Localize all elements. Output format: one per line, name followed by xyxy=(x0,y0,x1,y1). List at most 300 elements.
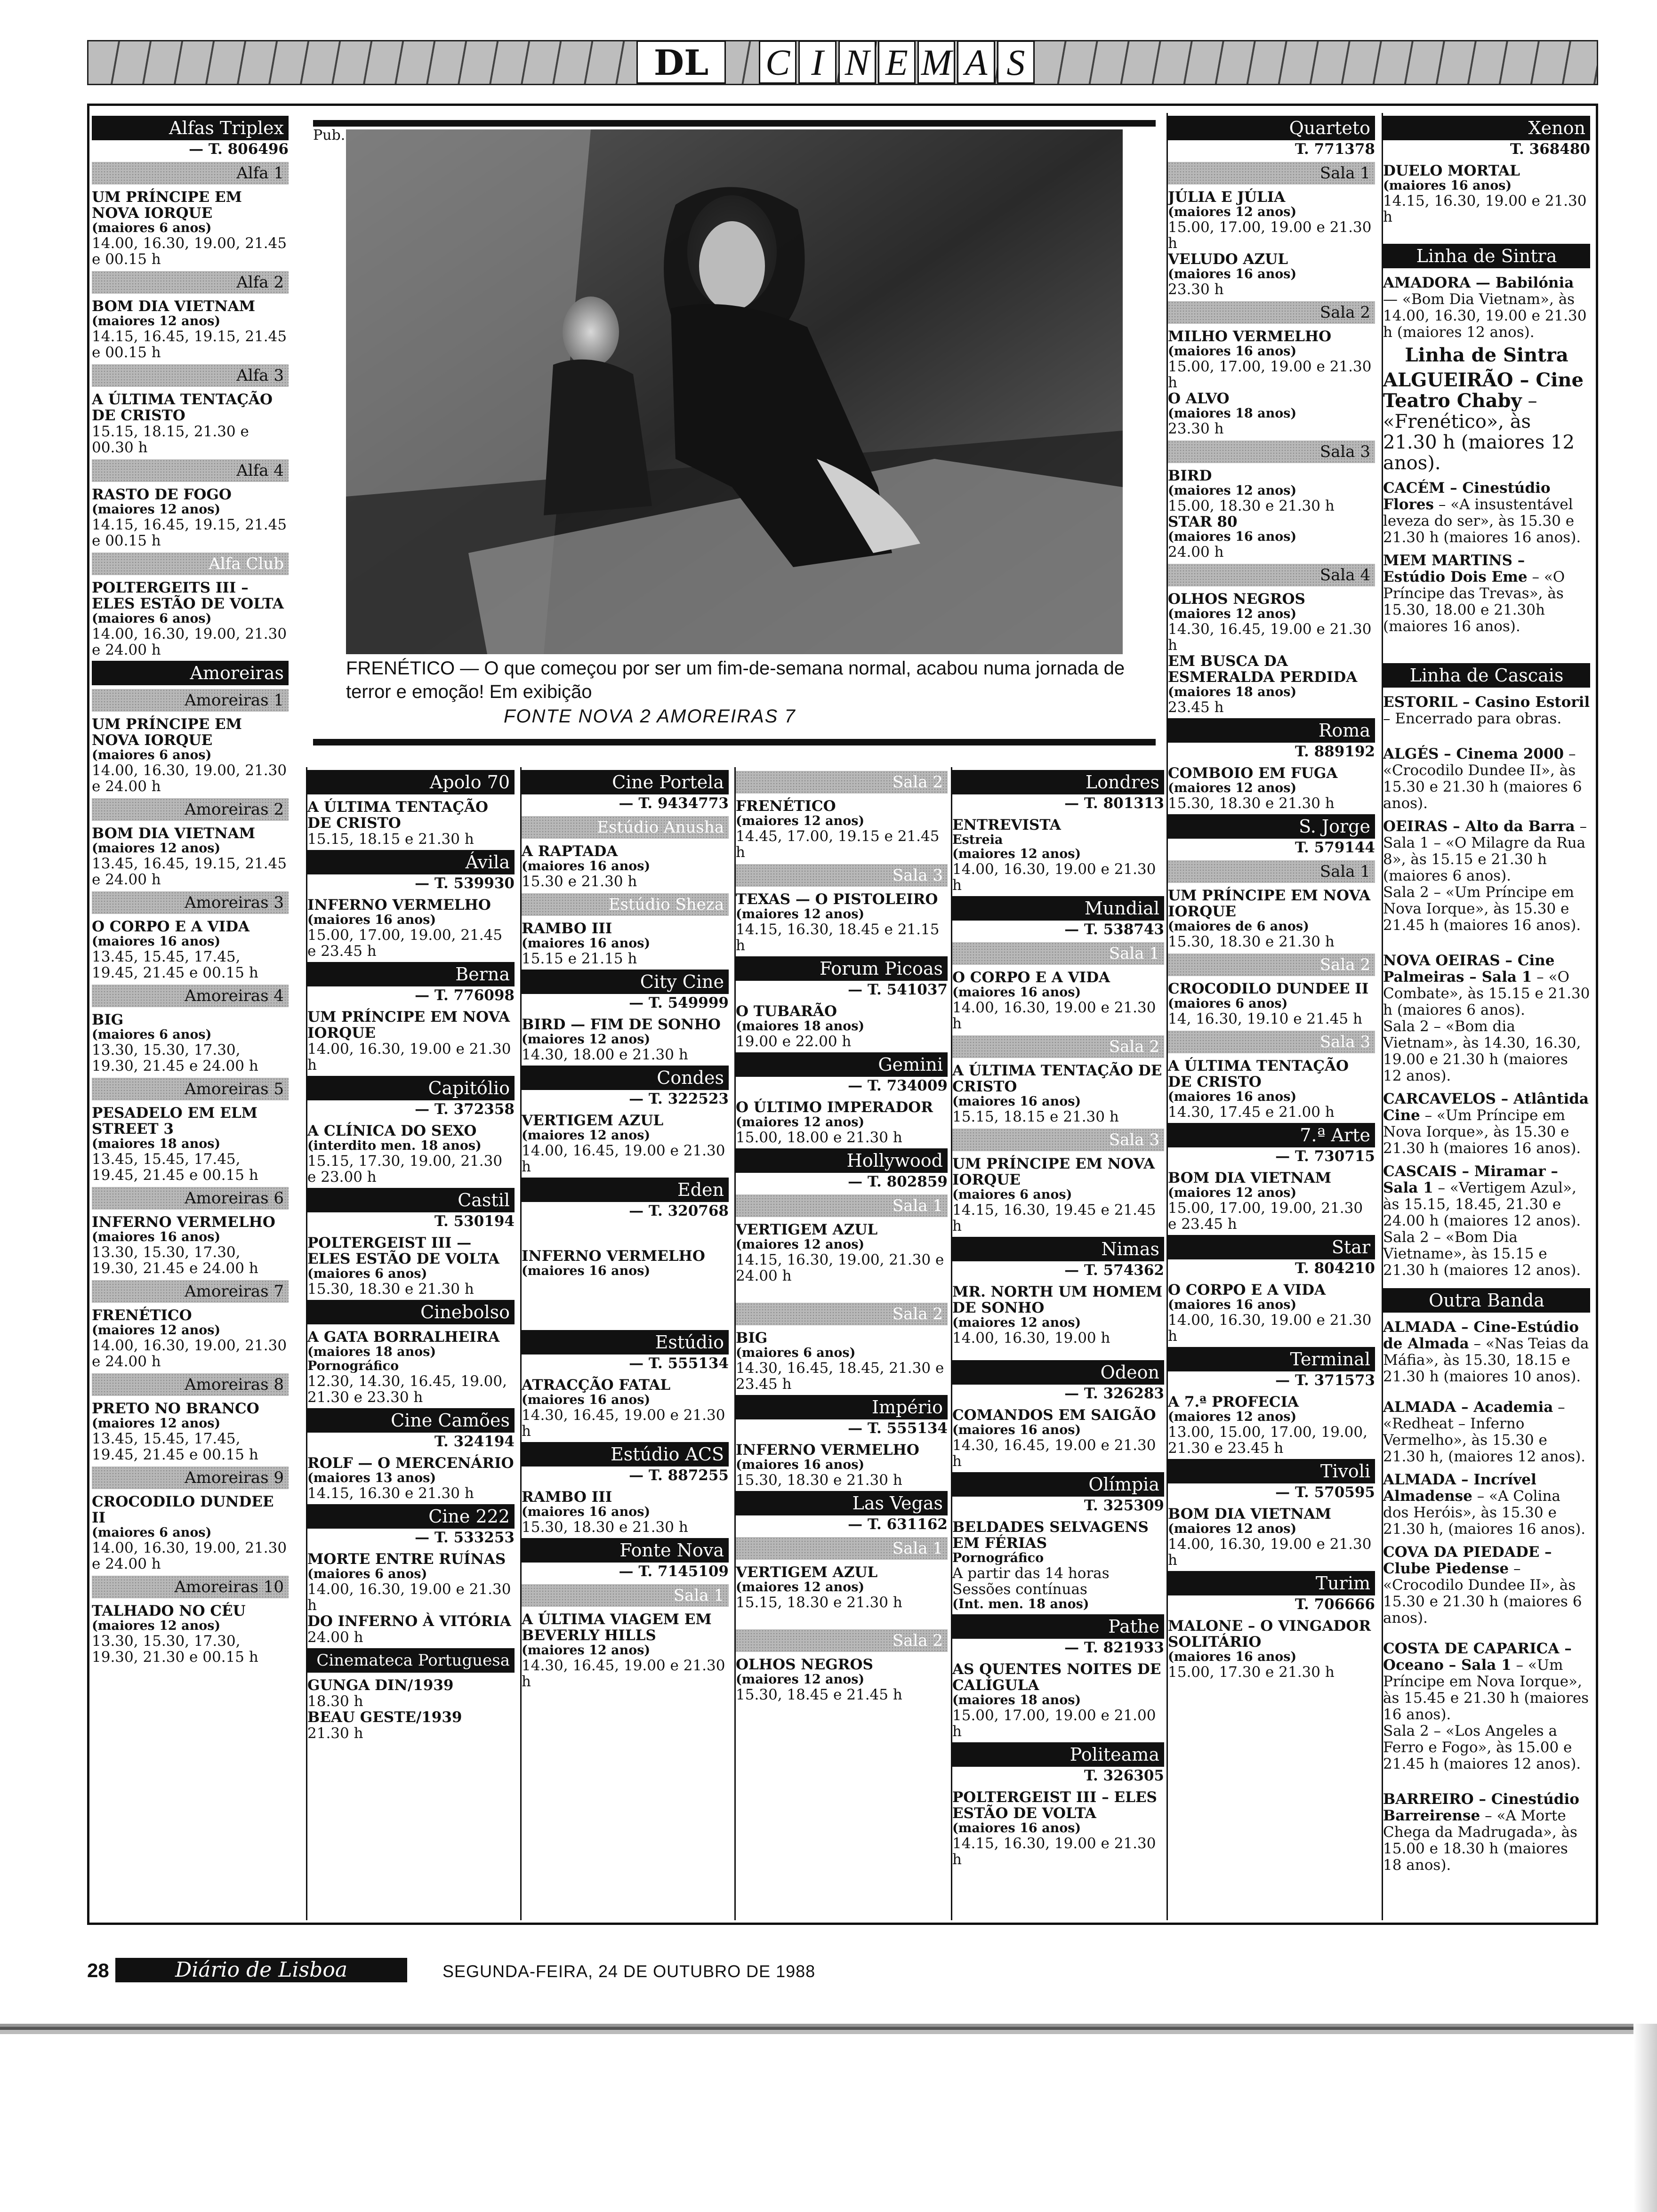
showtimes: 15.15, 18.15 e 21.30 h xyxy=(952,1108,1119,1125)
room-heading: Amoreiras 10 xyxy=(92,1576,289,1598)
film-title: A ÚLTIMA TENTAÇÃO DE CRISTO xyxy=(1168,1058,1349,1090)
regional-listing xyxy=(1383,953,1590,1084)
film-title: BELDADES SELVAGENS EM FÉRIAS xyxy=(952,1519,1149,1552)
phone: — T. 574362 xyxy=(1064,1262,1164,1279)
venue-name: ESTORIL – Casino Estoril xyxy=(1383,694,1590,711)
showtimes: 15.30, 18.30 e 21.30 h xyxy=(1168,933,1335,950)
showtimes: 24.00 h xyxy=(307,1629,363,1646)
age-rating: (maiores 6 anos) xyxy=(1168,996,1288,1011)
showtimes: 15.15, 18.30 e 21.30 h xyxy=(736,1594,902,1611)
film-title: JÚLIA E JÚLIA xyxy=(1168,189,1286,206)
room-heading: Sala 2 xyxy=(736,1303,948,1325)
age-rating: (maiores 12 anos) xyxy=(92,1323,221,1338)
age-rating: (Int. men. 18 anos) xyxy=(952,1597,1089,1611)
cinema-heading: Estúdio xyxy=(522,1330,729,1354)
section-letter: C xyxy=(759,40,796,84)
film-title: BIG xyxy=(92,1011,124,1028)
room-heading: Sala 2 xyxy=(1168,954,1375,976)
age-rating: (maiores 12 anos) xyxy=(92,841,221,856)
region-heading: Linha de Cascais xyxy=(1383,663,1590,688)
showtimes: 14.00, 16.30, 19.00, 21.30 e 24.00 h xyxy=(92,1539,287,1572)
film-title: A ÚLTIMA TENTAÇÃO DE CRISTO xyxy=(307,799,489,832)
age-rating: (maiores 12 anos) xyxy=(1168,483,1297,498)
phone: T. 368480 xyxy=(1510,141,1590,158)
film-title: O CORPO E A VIDA xyxy=(952,969,1110,986)
venue-details: – «Crocodilo Dundee II», às 15.30 e 21.30 h (maiores 6 anos). xyxy=(1383,1560,1582,1627)
showtimes: 14.30, 16.45, 18.45, 21.30 e 23.45 h xyxy=(736,1360,944,1393)
showtimes: 14.00, 16.30, 19.00 e 21.30 h xyxy=(952,999,1156,1032)
regional-listing xyxy=(1383,480,1590,546)
showtimes: 18.30 h xyxy=(307,1693,363,1710)
page-number: 28 xyxy=(87,1959,109,1981)
listing-column-4 xyxy=(734,767,948,1920)
venue-details: Sala 2 – «Los Angeles a Ferro e Fogo», às 15.00 e 21.45 h (maiores 12 anos). xyxy=(1383,1723,1581,1772)
regional-listing xyxy=(1383,694,1590,727)
showtimes: 12.30, 14.30, 16.45, 19.00, 21.30 e 23.30 h xyxy=(307,1373,507,1406)
phone: — T. 7145109 xyxy=(619,1563,729,1580)
film-title: BOM DIA VIETNAM xyxy=(1168,1506,1332,1523)
venue-name: MEM MARTINS – Estúdio Dois Eme xyxy=(1383,552,1528,585)
film-title: A ÚLTIMA TENTAÇÃO DE CRISTO xyxy=(952,1062,1162,1095)
age-rating: (maiores 12 anos) xyxy=(1168,607,1297,621)
age-rating: (maiores 12 anos) xyxy=(952,1315,1081,1330)
room-heading: Sala 1 xyxy=(952,942,1164,965)
phone: T. 325309 xyxy=(1084,1497,1164,1514)
age-rating: (maiores 12 anos) xyxy=(1168,781,1297,795)
cinema-heading: Gemini xyxy=(736,1052,948,1077)
film-title: UM PRÍNCIPE EM NOVA IORQUE xyxy=(92,716,242,749)
film-title: BOM DIA VIETNAM xyxy=(1168,1170,1332,1186)
room-heading: Sala 3 xyxy=(1168,441,1375,463)
section-title xyxy=(758,40,1036,84)
room-heading: Estúdio Sheza xyxy=(522,893,729,916)
age-rating: (maiores 16 anos) xyxy=(1168,344,1297,359)
film-title: O ÚLTIMO IMPERADOR xyxy=(736,1099,933,1116)
film-title: POLTERGEITS III – ELES ESTÃO DE VOLTA xyxy=(92,579,284,612)
film-title: UM PRÍNCIPE EM NOVA IORQUE xyxy=(307,1009,510,1042)
regional-listing xyxy=(1383,275,1590,341)
venue-name: ALGÉS – Cinema 2000 xyxy=(1383,745,1564,762)
showtimes: 14.30, 16.45, 19.00 e 21.30 h xyxy=(522,1407,725,1440)
venue-name: CASCAIS – Miramar – Sala 1 xyxy=(1383,1163,1558,1196)
age-rating: (maiores 12 anos) xyxy=(1168,1522,1297,1536)
showtimes: 14.15, 16.30, 19.00, 21.30 e 24.00 h xyxy=(736,1251,944,1284)
phone: — T. 555134 xyxy=(629,1355,729,1372)
cinema-heading: 7.ª Arte xyxy=(1168,1123,1375,1147)
cinema-heading: Amoreiras xyxy=(92,661,289,685)
room-heading: Sala 3 xyxy=(952,1129,1164,1151)
cinema-heading: Cinebolso xyxy=(307,1300,515,1324)
age-rating: (maiores 6 anos) xyxy=(92,1525,212,1540)
film-title: FRENÉTICO xyxy=(92,1307,192,1324)
age-rating: (maiores 12 anos) xyxy=(736,1672,865,1687)
showtimes: 15.30, 18.30 e 21.30 h xyxy=(1168,795,1335,812)
showtimes: 13.00, 15.00, 17.00, 19.00, 21.30 e 23.45 h xyxy=(1168,1424,1367,1457)
showtimes: 14.15, 16.30, 19.00 e 21.30 h xyxy=(952,1835,1156,1868)
cinema-heading: Las Vegas xyxy=(736,1491,948,1515)
film-title: RAMBO III xyxy=(522,920,612,937)
film-title: CROCODILO DUNDEE II xyxy=(1168,980,1369,997)
film-title: INFERNO VERMELHO xyxy=(92,1214,275,1231)
regional-listing xyxy=(1383,746,1590,812)
film-title: MORTE ENTRE RUÍNAS xyxy=(307,1551,506,1568)
phone: — T. 776098 xyxy=(415,987,515,1004)
venue-details: – «A insustentável leveza do ser», às 15.30 e 21.30 h (maiores 16 anos). xyxy=(1383,496,1581,546)
regional-listing xyxy=(1383,370,1590,473)
regional-listing xyxy=(1383,818,1590,934)
ad-caption xyxy=(346,657,1146,704)
room-heading: Alfa 1 xyxy=(92,162,289,184)
venue-name: BARREIRO – Cinestúdio Barreirense xyxy=(1383,1791,1579,1824)
film-title: MR. NORTH UM HOMEM DE SONHO xyxy=(952,1283,1163,1316)
film-title: CROCODILO DUNDEE II xyxy=(92,1493,274,1526)
room-heading: Sala 1 xyxy=(736,1194,948,1217)
venue-details: – «Nas Teias da Máfia», às 15.30, 18.15 e 21.30 h (maiores 10 anos). xyxy=(1383,1335,1589,1385)
listing-column-3 xyxy=(520,767,729,1920)
film-title: COMANDOS EM SAIGÃO xyxy=(952,1407,1156,1424)
phone: — T. 887255 xyxy=(629,1467,729,1484)
ad-rule xyxy=(313,739,1156,745)
listing-column-2 xyxy=(306,767,515,1920)
cinema-heading: Apolo 70 xyxy=(307,770,515,794)
film-title: POLTERGEIST III – ELES ESTÃO DE VOLTA xyxy=(952,1789,1157,1822)
film-title: MALONE – O VINGADOR SOLITÁRIO xyxy=(1168,1618,1371,1651)
venue-name: NOVA OEIRAS – Cine Palmeiras – Sala 1 xyxy=(1383,952,1555,986)
cinema-heading: Mundial xyxy=(952,896,1164,921)
cinema-heading: Odeon xyxy=(952,1360,1164,1385)
cinema-heading: Nimas xyxy=(952,1237,1164,1261)
room-heading: Sala 1 xyxy=(1168,860,1375,883)
regional-listing xyxy=(1383,1091,1590,1157)
film-title: ROLF — O MERCENÁRIO xyxy=(307,1455,514,1472)
room-heading: Amoreiras 7 xyxy=(92,1280,289,1303)
room-heading: Sala 1 xyxy=(1168,162,1375,184)
film-title: AS QUENTES NOITES DE CALÍGULA xyxy=(952,1661,1161,1694)
age-rating: (maiores 12 anos) xyxy=(1168,1186,1297,1200)
showtimes: 14.00, 16.30, 19.00, 21.30 e 24.00 h xyxy=(92,1337,287,1370)
showtimes: 15.15, 18.15 e 21.30 h xyxy=(307,831,474,848)
venue-name: ALMADA – Academia xyxy=(1383,1399,1553,1416)
age-rating: (maiores 12 anos) xyxy=(1168,205,1297,219)
cinema-heading: Quarteto xyxy=(1168,116,1375,140)
film-title: COMBOIO EM FUGA xyxy=(1168,765,1338,782)
room-heading: Amoreiras 1 xyxy=(92,689,289,712)
phone: — T. 734009 xyxy=(848,1077,948,1094)
film-title: OLHOS NEGROS xyxy=(736,1656,873,1673)
phone: T. 326305 xyxy=(1084,1767,1164,1784)
phone: — T. 539930 xyxy=(415,875,515,892)
room-heading: Amoreiras 2 xyxy=(92,798,289,821)
phone: — T. 372358 xyxy=(415,1101,515,1118)
age-rating: (maiores 6 anos) xyxy=(736,1346,856,1360)
age-rating: (maiores 16 anos) xyxy=(92,1230,221,1244)
genre-note: Pornográfico xyxy=(952,1551,1044,1565)
age-rating: (maiores 13 anos) xyxy=(307,1471,436,1485)
regional-listing xyxy=(1383,1319,1590,1385)
film-title: O ALVO xyxy=(1168,390,1230,407)
cinema-heading: Castil xyxy=(307,1188,515,1212)
age-rating: (maiores 6 anos) xyxy=(307,1567,427,1581)
film-title: EM BUSCA DA ESMERALDA PERDIDA xyxy=(1168,653,1358,686)
age-rating: (maiores 16 anos) xyxy=(736,1458,865,1472)
regional-listing xyxy=(1383,1791,1590,1874)
page-edge-rule xyxy=(0,2024,1657,2034)
age-rating: (maiores 12 anos) xyxy=(92,502,221,517)
showtimes: 13.45, 15.45, 17.45, 19.45, 21.45 e 00.15 h xyxy=(92,1430,258,1463)
showtimes: 14.15, 16.30, 18.45 e 21.15 h xyxy=(736,921,940,954)
listing-column-6 xyxy=(1166,113,1375,1920)
showtimes: 15.30, 18.45 e 21.45 h xyxy=(736,1686,902,1703)
film-title: STAR 80 xyxy=(1168,513,1238,530)
phone: — T. 538743 xyxy=(1064,921,1164,938)
venue-name: OEIRAS – Alto da Barra xyxy=(1383,818,1575,835)
ad-photo xyxy=(346,129,1123,654)
phone: — T. 549999 xyxy=(629,994,729,1011)
age-rating: (maiores 16 anos) xyxy=(1168,529,1297,544)
cinema-heading: Pathe xyxy=(952,1614,1164,1639)
cinema-heading: Roma xyxy=(1168,718,1375,743)
cinema-heading: City Cine xyxy=(522,970,729,994)
showtimes: 14.00, 16.30, 19.00 e 21.30 h xyxy=(307,1041,511,1074)
film-title: DUELO MORTAL xyxy=(1383,162,1520,179)
age-rating: (maiores 12 anos) xyxy=(522,1128,651,1143)
cinema-heading: Xenon xyxy=(1383,116,1590,140)
showtimes: 14.00, 16.30, 19.00 e 21.30 h xyxy=(952,861,1156,894)
room-heading: Amoreiras 8 xyxy=(92,1373,289,1396)
cinema-heading: Alfas Triplex xyxy=(92,116,289,140)
phone: — T. 730715 xyxy=(1275,1148,1375,1165)
film-title: INFERNO VERMELHO xyxy=(736,1442,919,1459)
film-title: UM PRÍNCIPE EM NOVA IORQUE xyxy=(1168,887,1371,920)
film-title: INFERNO VERMELHO xyxy=(307,897,491,914)
venue-details: Sala 2 – «Um Príncipe em Nova Iorque», às 15.30 e 21.45 h (maiores 16 anos). xyxy=(1383,884,1581,934)
section-letter: E xyxy=(878,40,916,84)
showtimes: 15.00, 17.00, 19.00 e 21.30 h xyxy=(1168,219,1372,252)
venue-details: – «O Combate», às 15.15 e 21.30 h (maiores 6 anos). xyxy=(1383,969,1590,1018)
phone: — T. 570595 xyxy=(1275,1484,1375,1501)
cinema-heading: Olímpia xyxy=(952,1472,1164,1497)
film-title: VERTIGEM AZUL xyxy=(736,1564,878,1581)
ad-label: Pub. xyxy=(313,127,346,144)
phone: T. 324194 xyxy=(434,1433,515,1450)
section-letter: S xyxy=(997,40,1035,84)
age-rating: (maiores 16 anos) xyxy=(522,936,651,951)
showtimes: 13.30, 15.30, 17.30, 19.30, 21.45 e 24.00 h xyxy=(92,1042,258,1074)
room-heading: Estúdio Anusha xyxy=(522,816,729,839)
section-letter: N xyxy=(838,40,876,84)
age-rating: (maiores 12 anos) xyxy=(92,1619,221,1633)
age-rating: (maiores 12 anos) xyxy=(92,314,221,329)
room-heading: Alfa Club xyxy=(92,553,289,575)
film-title: DO INFERNO À VITÓRIA xyxy=(307,1613,511,1630)
film-title: BIRD — FIM DE SONHO xyxy=(522,1016,721,1033)
cinema-heading: Londres xyxy=(952,770,1164,794)
age-rating: (maiores 16 anos) xyxy=(1168,1298,1297,1312)
film-title: BEAU GESTE/1939 xyxy=(307,1709,462,1726)
phone: — T. 533253 xyxy=(415,1529,515,1546)
age-rating: (maiores 16 anos) xyxy=(1168,1090,1297,1104)
venue-details: – «Redheat – Inferno Vermelho», às 15.30 e 21.30 h, (maiores 12 anos). xyxy=(1383,1399,1586,1465)
showtimes: 14.15, 16.30, 19.00 e 21.30 h xyxy=(1383,192,1587,225)
showtimes: 14.45, 17.00, 19.15 e 21.45 h xyxy=(736,828,940,861)
showtimes: 13.45, 15.45, 17.45, 19.45, 21.45 e 00.15 h xyxy=(92,948,258,981)
ad-venues: FONTE NOVA 2 AMOREIRAS 7 xyxy=(504,706,796,727)
phone: — T. 821933 xyxy=(1064,1639,1164,1656)
venue-name: ALMADA – Cine-Estúdio de Almada xyxy=(1383,1319,1579,1352)
age-rating: (maiores 16 anos) xyxy=(92,934,221,949)
age-rating: (maiores 16 anos) xyxy=(952,985,1081,1000)
cinema-heading: Eden xyxy=(522,1178,729,1202)
cinema-heading: S. Jorge xyxy=(1168,814,1375,839)
scan-edge-shadow xyxy=(1633,2024,1657,2212)
venue-details: – Sala 1 – «O Milagre da Rua 8», às 15.15 e 21.30 h (maiores 6 anos). xyxy=(1383,818,1587,884)
film-title: A RAPTADA xyxy=(522,843,618,860)
venue-details: – Encerrado para obras. xyxy=(1383,710,1562,727)
venue-details: – «Um Príncipe em Nova Iorque», às 15.30 e 21.30 h (maiores 16 anos). xyxy=(1383,1107,1581,1157)
venue-name: CACÉM – Cinestúdio Flores xyxy=(1383,480,1551,513)
showtimes: 15.30, 18.30 e 21.30 h xyxy=(522,1519,688,1536)
cinema-heading: Star xyxy=(1168,1235,1375,1259)
phone: — T. 326283 xyxy=(1064,1385,1164,1402)
film-title: A 7.ª PROFECIA xyxy=(1168,1394,1299,1411)
film-title: FRENÉTICO xyxy=(736,798,836,815)
venue-details: Sala 2 – «Bom dia Vietnam», às 14.30, 16.30, 19.00 e 21.30 h (maiores 12 anos). xyxy=(1383,1018,1581,1084)
room-heading: Sala 2 xyxy=(736,771,948,793)
age-rating: (maiores 6 anos) xyxy=(92,611,212,626)
showtimes: 13.30, 15.30, 17.30, 19.30, 21.30 e 00.15 h xyxy=(92,1633,258,1666)
regional-listing xyxy=(1383,1472,1590,1538)
showtimes: 15.15, 17.30, 19.00, 21.30 e 23.00 h xyxy=(307,1153,503,1186)
age-rating: (maiores 16 anos) xyxy=(952,1094,1081,1109)
film-title: A CLÍNICA DO SEXO xyxy=(307,1122,477,1139)
film-title: GUNGA DIN/1939 xyxy=(307,1677,454,1694)
room-heading: Sala 2 xyxy=(736,1629,948,1652)
phone: — T. 555134 xyxy=(848,1420,948,1437)
room-heading: Alfa 4 xyxy=(92,459,289,482)
room-heading: Sala 1 xyxy=(522,1584,729,1607)
age-rating: (maiores 6 anos) xyxy=(92,1027,212,1042)
age-rating: (maiores 12 anos) xyxy=(736,1115,865,1130)
showtimes: 15.30, 18.30 e 21.30 h xyxy=(307,1281,474,1298)
age-rating: (maiores de 6 anos) xyxy=(1168,919,1309,934)
age-rating: (maiores 12 anos) xyxy=(92,1416,221,1431)
age-rating: (maiores 6 anos) xyxy=(92,748,212,762)
footer-masthead: Diário de Lisboa xyxy=(115,1958,407,1982)
showtimes: 15.00, 17.00, 19.00 e 21.00 h xyxy=(952,1707,1156,1740)
ad-film-title: FRENÉTICO — xyxy=(346,658,479,679)
venue-details: Sala 2 – «Bom Dia Vietname», às 15.15 e 21.30 h (maiores 12 anos). xyxy=(1383,1229,1581,1279)
showtimes: 24.00 h xyxy=(1168,544,1224,561)
age-rating: (maiores 16 anos) xyxy=(952,1821,1081,1835)
age-rating: (maiores 12 anos) xyxy=(736,1237,865,1252)
cinema-heading: Cine Camões xyxy=(307,1408,515,1433)
cinema-heading: Estúdio ACS xyxy=(522,1442,729,1467)
showtimes: 21.30 h xyxy=(307,1725,363,1742)
showtimes: 13.45, 16.45, 19.15, 21.45 e 24.00 h xyxy=(92,855,287,888)
age-rating: (maiores 18 anos) xyxy=(736,1019,865,1034)
phone: T. 771378 xyxy=(1295,141,1375,158)
regional-listing xyxy=(1383,1399,1590,1465)
film-title: BOM DIA VIETNAM xyxy=(92,298,256,315)
issue-date: SEGUNDA-FEIRA, 24 DE OUTUBRO DE 1988 xyxy=(442,1962,816,1981)
showtimes: 15.00, 17.00, 19.00 e 21.30 h xyxy=(1168,358,1372,391)
age-rating: (maiores 16 anos) xyxy=(522,1393,651,1407)
ad-text: O que começou por ser um fim-de-semana normal, acabou numa jornada de terror e emoção! Em exibição xyxy=(346,658,1125,702)
venue-details: — «Bom Dia Vietnam», às 14.00, 16.30, 19.00 e 21.30 h (maiores 12 anos). xyxy=(1383,291,1587,341)
cinema-heading: Cinemateca Portuguesa xyxy=(307,1648,515,1673)
region-subheading: Linha de Sintra xyxy=(1405,344,1569,366)
film-title: UM PRÍNCIPE EM NOVA IORQUE xyxy=(92,189,242,222)
showtimes: 14.00, 16.30, 19.00, 21.45 e 00.15 h xyxy=(92,235,287,268)
showtimes: 14.30, 16.45, 19.00 e 21.30 h xyxy=(952,1437,1156,1470)
phone: — T. 371573 xyxy=(1275,1372,1375,1389)
film-title: INFERNO VERMELHO xyxy=(522,1248,705,1265)
showtimes: 23.30 h xyxy=(1168,420,1224,437)
film-title: O CORPO E A VIDA xyxy=(1168,1282,1326,1298)
room-heading: Amoreiras 6 xyxy=(92,1187,289,1210)
film-title: BIG xyxy=(736,1330,768,1346)
film-title: VERTIGEM AZUL xyxy=(736,1221,878,1238)
cinema-heading: Berna xyxy=(307,962,515,986)
phone: T. 804210 xyxy=(1295,1260,1375,1277)
age-rating: (maiores 16 anos) xyxy=(1383,178,1512,193)
venue-name: COSTA DE CAPARICA – Oceano – Sala 1 xyxy=(1383,1640,1572,1674)
film-still-image xyxy=(346,129,1123,654)
showtimes: 14.15, 16.30, 19.45 e 21.45 h xyxy=(952,1202,1156,1234)
cinema-heading: Ávila xyxy=(307,850,515,874)
showtimes: 15.15, 18.15, 21.30 e 00.30 h xyxy=(92,423,249,456)
showtimes: 15.00, 17.30 e 21.30 h xyxy=(1168,1664,1335,1681)
film-title: UM PRÍNCIPE EM NOVA IORQUE xyxy=(952,1155,1155,1188)
age-rating: (maiores 18 anos) xyxy=(92,1137,221,1151)
film-title: ENTREVISTA xyxy=(952,817,1061,834)
phone: — T. 320768 xyxy=(629,1202,729,1219)
showtimes: 23.30 h xyxy=(1168,281,1224,298)
film-title: TALHADO NO CÉU xyxy=(92,1603,246,1619)
regional-listing xyxy=(1383,1163,1590,1279)
film-title: TEXAS — O PISTOLEIRO xyxy=(736,891,938,908)
room-heading: Amoreiras 3 xyxy=(92,891,289,914)
room-heading: Alfa 2 xyxy=(92,271,289,294)
film-title: A GATA BORRALHEIRA xyxy=(307,1329,500,1346)
showtimes: 14.15, 16.30 e 21.30 h xyxy=(307,1485,474,1502)
venue-name: AMADORA — Babilónia xyxy=(1383,274,1574,291)
phone: T. 579144 xyxy=(1295,839,1375,856)
film-title: POLTERGEIST III — ELES ESTÃO DE VOLTA xyxy=(307,1234,499,1267)
film-title: O CORPO E A VIDA xyxy=(92,918,250,935)
showtimes: 14.00, 16.30, 19.00 e 21.30 h xyxy=(1168,1312,1372,1345)
premiere-note: Estreia xyxy=(952,833,1003,847)
session-note: Sessões contínuas xyxy=(952,1581,1087,1598)
cinema-heading: Cine 222 xyxy=(307,1504,515,1529)
showtimes: 14.30, 18.00 e 21.30 h xyxy=(522,1046,688,1063)
cinema-heading: Condes xyxy=(522,1066,729,1090)
phone: T. 706666 xyxy=(1295,1596,1375,1613)
phone: T. 889192 xyxy=(1295,743,1375,760)
age-rating: (maiores 18 anos) xyxy=(1168,685,1297,699)
listing-column-5 xyxy=(951,767,1164,1920)
section-letter: A xyxy=(957,40,995,84)
film-title: ATRACÇÃO FATAL xyxy=(522,1377,671,1394)
showtimes: 14.00, 16.30, 19.00, 21.30 e 24.00 h xyxy=(92,762,287,795)
showtimes: 15.30 e 21.30 h xyxy=(522,873,637,890)
age-rating: (maiores 12 anos) xyxy=(736,1580,865,1595)
age-rating: (maiores 16 anos) xyxy=(522,1264,651,1278)
age-rating: (maiores 16 anos) xyxy=(952,1423,1081,1437)
phone: — T. 631162 xyxy=(848,1516,948,1533)
region-heading: Outra Banda xyxy=(1383,1288,1590,1313)
showtimes: 19.00 e 22.00 h xyxy=(736,1033,852,1050)
